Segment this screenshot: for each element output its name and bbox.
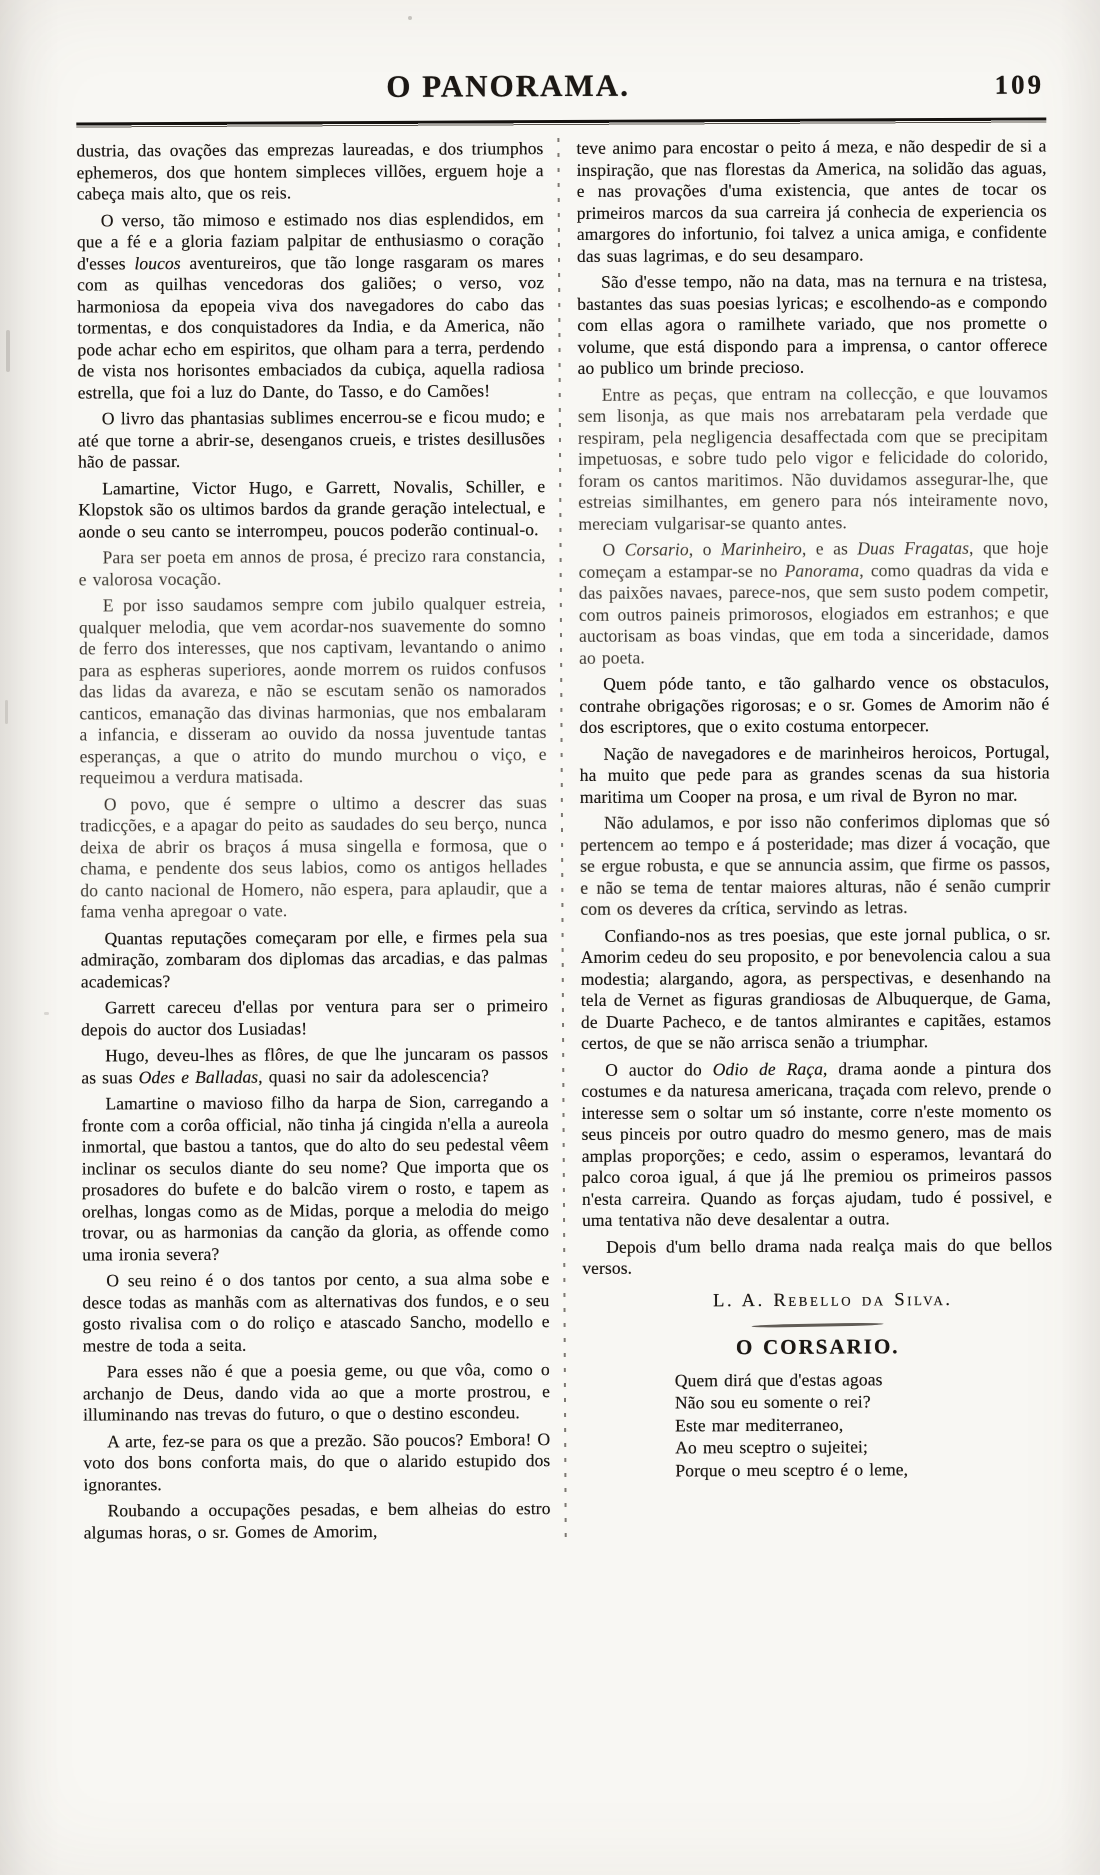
text-segment: O livro das phantasias sublimes encerrou-se e ficou mudo; e até que torne a abrir-se, desenganos crueis, e tristes desillusões hão de passar.: [77, 406, 546, 472]
scan-artifact: [408, 16, 412, 20]
paragraph: [81, 926, 548, 993]
text-segment: aventureiros, que tão longe rasgaram os mares com as quilhas vencedoras dos galiões; o verso, voz harmoniosa da epopeia viva dos navegadores do cabo das tormentas, e dos conquistadores da India, e da America, não pode achar echo em espiritos, que olham para a terra, perdendo de vista nos horisontes embaciados da cubiça, aquella radiosa estrella, que foi a luz do Dante, do Tasso, e do Camões!: [77, 250, 545, 403]
poem: [675, 1367, 1054, 1482]
column-divider: [557, 138, 566, 1546]
italic-text: Odes e Balladas: [138, 1066, 259, 1087]
poem-line: Ao meu sceptro o sujeitei;: [675, 1436, 869, 1458]
italic-text: Marinheiro: [720, 538, 802, 560]
page-number: 109: [994, 69, 1045, 100]
paragraph: [577, 269, 1048, 379]
paragraph: [580, 741, 1050, 808]
text-segment: Nação de navegadores e de marinheiros heroicos, Portugal, ha muito que pede para as grandes scenas da sua historia maritima um Cooper na prosa, e um rival de Byron no mar.: [579, 740, 1050, 807]
paragraph: [81, 1043, 548, 1088]
italic-text: Corsario: [624, 539, 689, 560]
paragraph: [82, 1268, 549, 1356]
left-column: [76, 138, 550, 1548]
paragraph: [78, 406, 545, 473]
text-segment: Confiando-nos as tres poesias, que este jornal publica, o sr. Amorim cedeu do seu proposito, e por benevolencia calou a sua modestia; alargando, agora, as perspectivas, e desenhando na tela de Vernet as figuras grandiosas de Albuquerque, de Gama, de Duarte Pacheco, e de tantos almirantes e capitães, estamos certos, de que se não arrisca senão a triumphar.: [580, 922, 1052, 1053]
paragraph: [81, 1091, 549, 1265]
scan-artifact: [6, 330, 10, 372]
italic-text: Odio de Raça: [712, 1058, 824, 1079]
paragraph: [580, 810, 1051, 920]
text-segment: O: [602, 539, 625, 560]
text-segment: Não adulamos, e por isso não conferimos diplomas que só pertencem ao tempo e á posteridade; mas dizer á vocação, que se ergue robusta, e que se annuncia assim, que firme os passos, e não se tema de tentar maiores alturas, não é senão cumprir com os deveres da crítica, servindo as letras.: [580, 810, 1051, 919]
paragraph: [80, 792, 548, 923]
text-segment: , que hoje começam a estampar-se no: [578, 537, 1049, 582]
poem-line: Não sou eu somente o rei?: [674, 1391, 871, 1413]
text-segment: , quasi no sair da adolescencia?: [258, 1064, 490, 1087]
text-segment: , e as: [801, 538, 858, 559]
text-segment: O verso, tão mimoso e estimado nos dias esplendidos, em que a fé e a gloria faziam palpitar de enthusiasmo o coração d'esses: [76, 207, 544, 274]
poem-title: O CORSARIO.: [735, 1334, 900, 1360]
italic-text: Duas Fragatas: [857, 537, 970, 559]
scan-artifact: [5, 700, 8, 724]
poem-line: Porque o meu sceptro é o leme,: [675, 1459, 909, 1481]
paragraph: [578, 382, 1049, 535]
paragraph: [84, 1498, 551, 1543]
paragraph: [582, 1234, 1052, 1279]
masthead-rule: [76, 117, 1046, 128]
paragraph: [81, 995, 548, 1040]
paragraph: [83, 1429, 550, 1496]
text-segment: , como quadras da vida e das paixões navaes, parece-nos, que sem susto podem competir, com outros paineis primorosos, elogiados em estranhos; e que auctorisam as boas vindas, que em toda a sinceridade, damos ao poeta.: [578, 558, 1050, 668]
text-segment: , o: [688, 539, 721, 560]
scan-artifact: [44, 1012, 49, 1015]
signature: L. A. Rebello da Silva.: [713, 1289, 953, 1311]
paragraph: [76, 138, 543, 205]
text-segment: Entre as peças, que entram na collecção, e que louvamos sem lisonja, as que mais nos arrebataram pela verdade que respiram, pela negligencia desaffectada com que se precipitam impetuosas, e sobre tudo pelo vigor e felicidade do colorido, foram os cantos maritimos. Não duvidamos assegurar-lhe, que estreias similhantes, em genero para nós inteiramente novo, mereciam vulgarisar-se quanto antes.: [577, 381, 1049, 534]
right-column: [576, 135, 1053, 1545]
text-segment: Quantas reputações começaram por elle, e firmes pela sua admiração, zombaram dos diplomas das arcadias, e das palmas academicas?: [80, 925, 548, 992]
text-segment: O seu reino é o dos tantos por cento, a sua alma sobe e desce todas as manhãs com as alternativas dos fundos, e o seu gosto rivalisa com o do roliço e atascado Sancho, modello e mestre de toda a seita.: [82, 1268, 550, 1356]
italic-text: loucos: [134, 252, 181, 273]
page-content: [76, 61, 1054, 1548]
text-segment: Garrett careceu d'ellas por ventura para ser o primeiro depois do auctor dos Lusiadas!: [80, 995, 548, 1040]
paragraph: [83, 1359, 550, 1426]
paragraph: [78, 476, 545, 543]
paragraph: [576, 135, 1047, 266]
text-segment: Para ser poeta em annos de prosa, é precizo rara constancia, e valorosa vocação.: [78, 545, 546, 590]
text-segment: Lamartine o mavioso filho da harpa de Sion, carregando a fronte com a corôa official, não tinha já cingida n'ella a aureola inmortal, que bastou a tantos, que do alto do seu pedestal vêem inclinar os seculos diante do seu nome? Que importa que os prosadores do bufete e do balcão virem o rosto, e tapem as orelhas, longas como as de Midas, porque a melodia do meigo trovar, ou as harmonias da canção da gloria, as offende como uma ironia severa?: [81, 1091, 550, 1265]
text-segment: A arte, fez-se para os que a prezão. São poucos? Embora! O voto dos bons conforta mais, do que o alarido estupido dos ignorantes.: [83, 1428, 551, 1495]
text-segment: teve animo para encostar o peito á meza, e não despedir de si a inspiração, que nas florestas da America, na solidão das aguas, e nas provações d'uma existencia, que antes de tocar os primeiros marcos da sua carreira já conhecia de experiencia os amargores do infortunio, foi talvez a unica amiga, e confidente das suas lagrimas, e do seu desamparo.: [576, 135, 1047, 266]
paragraph: [77, 208, 545, 404]
text-segment: E por isso saudamos sempre com jubilo qualquer estreia, qualquer melodia, que vem acordar-nos suavemente do somno de ferro dos interesses, que nos captivam, levantando o animo para as espheras superiores, aonde morrem os ruidos confusos das lidas da avareza, e não se escutam senão os namorados canticos, emanação das divinas harmonias, que nos embalaram a infancia, e disseram ao ouvido da nossa juventude tantas esperanças, a que o atrito do mundo murchou o viço, e requeimou a verdura matisada.: [78, 593, 547, 788]
left-column-text: [76, 138, 550, 1543]
page-title: O PANORAMA.: [386, 67, 630, 104]
columns: [76, 135, 1053, 1548]
italic-text: Panorama: [784, 559, 860, 581]
paragraph: [579, 671, 1049, 738]
poem-divider-rule: [752, 1322, 884, 1328]
paragraph: [581, 923, 1052, 1054]
text-segment: O auctor do: [605, 1058, 713, 1080]
paragraph: [79, 593, 547, 789]
poem-line: Quem dirá que d'estas agoas: [674, 1368, 883, 1390]
poem-line: Este mar mediterraneo,: [675, 1414, 844, 1436]
masthead: [76, 61, 1046, 114]
text-segment: Quem póde tanto, e tão galhardo vence os obstaculos, contrahe obrigações rigorosas; e o sr. Gomes de Amorim não é dos escriptores, que o exito costuma entorpecer.: [579, 671, 1050, 737]
paragraph: [79, 545, 546, 590]
text-segment: Roubando a occupações pesadas, e bem alheias do estro algumas horas, o sr. Gomes de Amorim,: [83, 1498, 551, 1543]
text-segment: O povo, que é sempre o ultimo a descrer das suas tradicções, e a apagar do peito as saudades do seu berço, nunca deixa de abrir os braços á musa singella e formosa, que o chama, e pendente dos seus labios, como os antigos hellades do canto nacional de Homero, não espera, para aplaudir, que a fama venha apregoar o vate.: [79, 791, 548, 922]
text-segment: Hugo, deveu-lhes as flôres, de que lhe juncaram os passos as suas: [81, 1043, 549, 1088]
right-column-text: [576, 135, 1052, 1279]
text-segment: dustria, das ovações das emprezas laureadas, e dos triumphos ephemeros, dos que hontem simpleces villões, erguem hoje a cabeça mais alto, que os reis.: [76, 138, 544, 204]
paragraph: [578, 537, 1049, 668]
text-segment: Para esses não é que a poesia geme, ou que vôa, como o archanjo de Deus, dando vida ao que a morte prostrou, e illuminando nas trevas do futuro, o que o destino escondeu.: [82, 1359, 550, 1425]
paragraph: [581, 1057, 1052, 1231]
text-segment: São d'esse tempo, não na data, mas na ternura e na tristesa, bastantes das suas poesias lyricas; e escolhendo-as e compondo com ellas agora o ramilhete variado, que nos promette o volume, que está dispondo para a imprensa, o cantor offerece ao publico um brinde precioso.: [577, 269, 1048, 378]
text-segment: Depois d'um bello drama nada realça mais do que bellos versos.: [582, 1233, 1053, 1278]
text-segment: Lamartine, Victor Hugo, e Garrett, Novalis, Schiller, e Klopstok são os ultimos bardos da grande geração intelectual, e aonde o seu canto se interrompeu, poucos poderão continual-o.: [78, 475, 546, 542]
text-segment: , drama aonde a pintura dos costumes e da naturesa americana, traçada com relevo, prende o interesse sem o soltar um só instante, corre n'este momento os seus pinceis por outro quadro do mesmo genero, mas de mais amplas proporções; e cedo, assim o esperamos, levantará do palco coroa igual, á que já lhe premiou os primeiros passos n'esta carreira. Quando as forças ajudam, tudo é possivel, e uma tentativa não deve desalentar a outra.: [581, 1056, 1052, 1230]
